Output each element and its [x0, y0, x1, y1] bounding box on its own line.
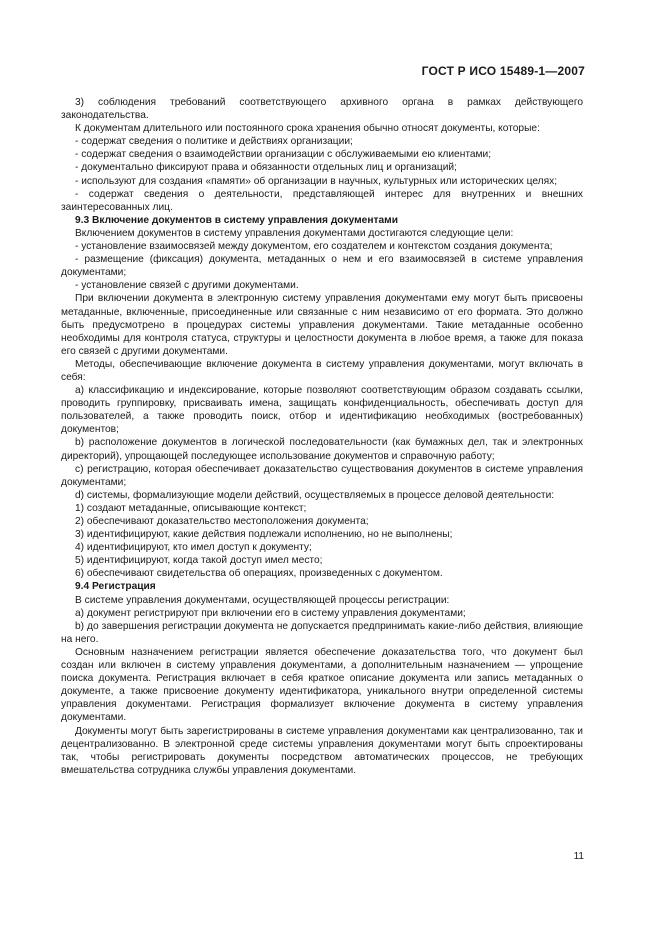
section-heading-9-4: 9.4 Регистрация — [75, 581, 156, 593]
paragraph: Включением документов в систему управления документами достигаются следующие цели: — [75, 227, 514, 239]
page-content — [61, 96, 583, 777]
paragraph: При включении документа в электронную систему управления документами ему могут быть присвоены метаданные, включенные, присоединенные или связанные с ним независимо от его формата. Это должно быть предусмотрено в процедурах системы управления документами. Такие метаданные особенно необходимы для контроля статуса, структуры и целостности документа в любое время, а также для показа его связей с другими документами. — [61, 293, 583, 357]
list-item: - содержат сведения о деятельности, представляющей интерес для внутренних и внешних заинтересованных лиц. — [61, 188, 583, 213]
list-item: a) документ регистрируют при включении его в систему управления документами; — [75, 607, 466, 619]
page-number: 11 — [573, 851, 584, 862]
list-item: - размещение (фиксация) документа, метаданных о нем и его взаимосвязей в системе управления документами; — [61, 254, 583, 279]
list-item: 1) создают метаданные, описывающие контекст; — [75, 502, 307, 514]
list-item: b) до завершения регистрации документа не допускается предпринимать какие-либо действия, влияющие на него. — [61, 620, 583, 645]
list-item: 3) идентифицируют, какие действия подлежали исполнению, но не выполнены; — [75, 529, 453, 541]
paragraph: К документам длительного или постоянного срока хранения обычно относят документы, которые: — [75, 123, 540, 135]
list-item: a) классификацию и индексирование, которые позволяют соответствующим образом создавать ссылки, проводить группировку, присваивать имена, защищать конфиденциальность, обеспечивать доступ для пользователей, а также проводить поиск, отбор и идентификацию необходимых (востребованных) документов; — [61, 385, 583, 436]
list-item: - используют для создания «памяти» об организации в научных, культурных или исторических целях; — [75, 175, 558, 187]
paragraph: Документы могут быть зарегистрированы в системе управления документами как централизованно, так и децентрализованно. В электронной среде системы управления документами могут быть спроектированы так, чтобы регистрировать документы посредством автоматических процессов, не требующих вмешательства сотрудника службы управления документами. — [61, 725, 583, 776]
list-item: d) системы, формализующие модели действий, осуществляемых в процессе деловой деятельности: — [75, 489, 555, 501]
paragraph: Методы, обеспечивающие включение документа в систему управления документами, могут включать в себя: — [61, 358, 583, 383]
paragraph: Основным назначением регистрации является обеспечение доказательства того, что документ был создан или включен в систему управления документами, а дополнительным назначением — упрощение поиска документа. Регистрация включает в себя краткое описание документа или запись метаданных о документе, а также присвоение документу идентификатора, уникального внутри определенной системы управления документами. Регистрация формализует включение документа в систему управления документами. — [61, 646, 583, 724]
list-item: 5) идентифицируют, когда такой доступ имел место; — [75, 555, 323, 567]
list-item: b) расположение документов в логической последовательности (как бумажных дел, так и электронных директорий), упрощающей последующее использование документов и справочную работу; — [61, 437, 583, 462]
list-item: 4) идентифицируют, кто имел доступ к документу; — [75, 542, 312, 554]
list-item: - установление взаимосвязей между документом, его создателем и контекстом создания документа; — [75, 241, 553, 253]
document-header: ГОСТ Р ИСО 15489-1—2007 — [421, 64, 585, 78]
paragraph: В системе управления документами, осуществляющей процессы регистрации: — [75, 594, 450, 606]
paragraph: 3) соблюдения требований соответствующего архивного органа в рамках действующего законодательства. — [61, 97, 583, 122]
list-item: 6) обеспечивают свидетельства об операциях, произведенных с документом. — [75, 568, 443, 580]
section-heading-9-3: 9.3 Включение документов в систему управления документами — [75, 214, 398, 226]
list-item: - содержат сведения о взаимодействии организации с обслуживаемыми ею клиентами; — [75, 149, 492, 161]
list-item: - документально фиксируют права и обязанности отдельных лиц и организаций; — [75, 162, 457, 174]
list-item: c) регистрацию, которая обеспечивает доказательство существования документов в системе управления документами; — [61, 463, 583, 488]
list-item: - установление связей с другими документами. — [75, 280, 299, 292]
list-item: 2) обеспечивают доказательство местоположения документа; — [75, 516, 369, 527]
list-item: - содержат сведения о политике и действиях организации; — [75, 136, 353, 148]
